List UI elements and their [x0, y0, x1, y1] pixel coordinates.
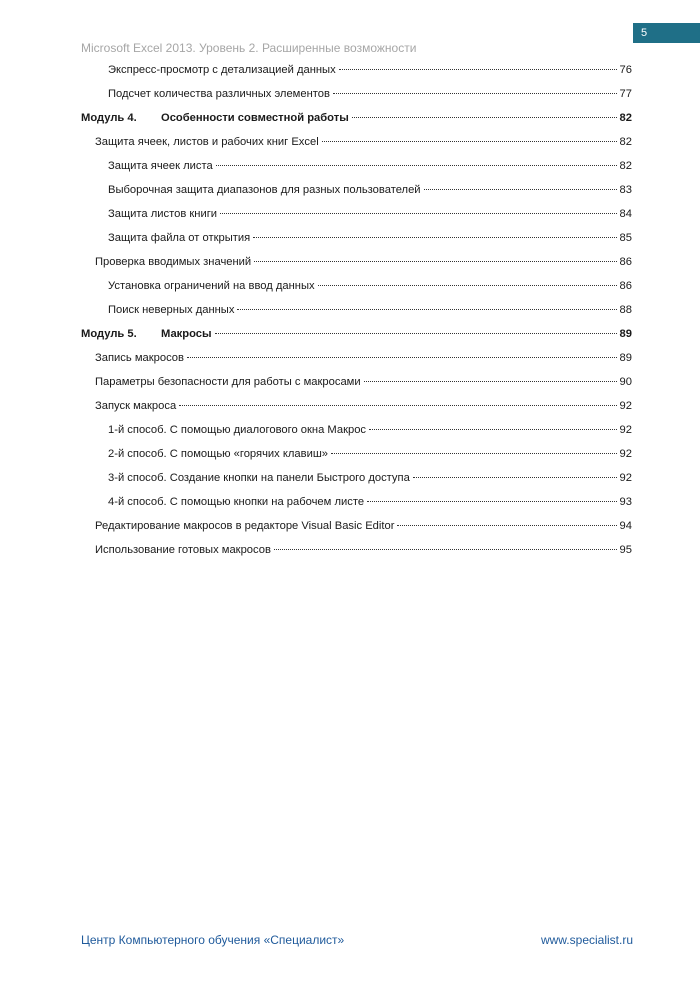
toc-entry[interactable]: [95, 374, 632, 390]
toc-entry[interactable]: [108, 158, 632, 174]
toc-dot-leader: [322, 141, 617, 142]
toc-entry-title: Поиск неверных данных: [108, 304, 235, 316]
toc-entry-title: 4-й способ. С помощью кнопки на рабочем листе: [108, 496, 365, 508]
toc-dot-leader: [318, 285, 617, 286]
toc-dot-leader: [413, 477, 617, 478]
toc-entry-page-number: 85: [619, 232, 632, 244]
toc-entry-title: Макросы: [161, 328, 212, 340]
toc-entry-title: 1-й способ. С помощью диалогового окна Макрос: [108, 424, 367, 436]
page-number-badge: [633, 23, 700, 43]
toc-dot-leader: [339, 69, 617, 70]
toc-entry-title: Запись макросов: [95, 352, 184, 364]
footer-website[interactable]: www.specialist.ru: [540, 933, 633, 947]
toc-entry-page-number: 82: [619, 136, 632, 148]
toc-entry[interactable]: [108, 446, 632, 462]
toc-entry-title: Проверка вводимых значений: [95, 256, 252, 268]
toc-entry[interactable]: [95, 542, 632, 558]
toc-entry-title: Защита файла от открытия: [108, 232, 251, 244]
toc-entry-page-number: 83: [619, 184, 632, 196]
toc-dot-leader: [333, 93, 617, 94]
toc-entry-title: Редактирование макросов в редакторе Visual Basic Editor: [95, 520, 395, 532]
toc-entry-page-number: 82: [619, 112, 632, 124]
toc-entry[interactable]: [108, 422, 632, 438]
toc-entry[interactable]: [108, 86, 632, 102]
toc-entry-title: Защита ячеек, листов и рабочих книг Excel: [95, 136, 319, 148]
toc-entry-page-number: 94: [619, 520, 632, 532]
toc-entry-prefix: Модуль 4.: [81, 112, 137, 124]
toc-entry-page-number: 88: [619, 304, 632, 316]
toc-entry[interactable]: [108, 494, 632, 510]
toc-entry-page-number: 86: [619, 256, 632, 268]
toc-entry[interactable]: [108, 206, 632, 222]
toc-entry-page-number: 90: [619, 376, 632, 388]
toc-dot-leader: [215, 333, 617, 334]
toc-entry-title: Экспресс-просмотр с детализацией данных: [108, 64, 336, 76]
toc-dot-leader: [397, 525, 616, 526]
toc-entry-title: 3-й способ. Создание кнопки на панели Быстрого доступа: [108, 472, 410, 484]
toc-entry-title: Параметры безопасности для работы с макросами: [95, 376, 361, 388]
toc-entry[interactable]: [95, 350, 632, 366]
toc-module-entry[interactable]: [81, 326, 632, 342]
toc-entry-page-number: 92: [619, 400, 632, 412]
toc-entry[interactable]: [95, 134, 632, 150]
toc-entry-page-number: 89: [619, 328, 632, 340]
toc-entry[interactable]: [108, 302, 632, 318]
toc-entry-title: Защита ячеек листа: [108, 160, 213, 172]
toc-entry[interactable]: [108, 230, 632, 246]
toc-entry[interactable]: [108, 470, 632, 486]
toc-entry-page-number: 77: [619, 88, 632, 100]
toc-entry-title: 2-й способ. С помощью «горячих клавиш»: [108, 448, 329, 460]
toc-dot-leader: [331, 453, 617, 454]
toc-dot-leader: [352, 117, 617, 118]
toc-dot-leader: [187, 357, 617, 358]
toc-dot-leader: [237, 309, 616, 310]
toc-entry-title: Использование готовых макросов: [95, 544, 271, 556]
toc-entry-page-number: 82: [619, 160, 632, 172]
toc-entry-page-number: 86: [619, 280, 632, 292]
toc-entry-page-number: 93: [619, 496, 632, 508]
toc-entry-title: Выборочная защита диапазонов для разных пользователей: [108, 184, 421, 196]
toc-dot-leader: [274, 549, 617, 550]
running-header: Microsoft Excel 2013. Уровень 2. Расширенные возможности: [81, 41, 417, 55]
toc-entry-title: Установка ограничений на ввод данных: [108, 280, 315, 292]
toc-module-entry[interactable]: [81, 110, 632, 126]
toc-entry[interactable]: [95, 518, 632, 534]
toc-dot-leader: [220, 213, 616, 214]
toc-dot-leader: [253, 237, 616, 238]
toc-entry-page-number: 92: [619, 448, 632, 460]
toc-entry-page-number: 89: [619, 352, 632, 364]
toc-dot-leader: [367, 501, 617, 502]
toc-entry-title: Особенности совместной работы: [161, 112, 349, 124]
toc-dot-leader: [179, 405, 616, 406]
toc-entry[interactable]: [108, 182, 632, 198]
toc-entry-page-number: 92: [619, 472, 632, 484]
toc-entry[interactable]: [95, 398, 632, 414]
toc-entry[interactable]: [108, 62, 632, 78]
footer-organization: Центр Компьютерного обучения «Специалист»: [81, 933, 345, 947]
page-number: 5: [641, 27, 648, 39]
toc-entry-title: Запуск макроса: [95, 400, 177, 412]
toc-entry-prefix: Модуль 5.: [81, 328, 137, 340]
toc-dot-leader: [254, 261, 616, 262]
toc-entry-page-number: 95: [619, 544, 632, 556]
toc-dot-leader: [424, 189, 617, 190]
toc-entry-title: Защита листов книги: [108, 208, 218, 220]
toc-dot-leader: [364, 381, 617, 382]
toc-entry-title: Подсчет количества различных элементов: [108, 88, 330, 100]
toc-entry[interactable]: [95, 254, 632, 270]
toc-dot-leader: [216, 165, 617, 166]
toc-entry[interactable]: [108, 278, 632, 294]
toc-entry-page-number: 84: [619, 208, 632, 220]
toc-entry-page-number: 92: [619, 424, 632, 436]
toc-entry-page-number: 76: [619, 64, 632, 76]
toc-dot-leader: [369, 429, 617, 430]
